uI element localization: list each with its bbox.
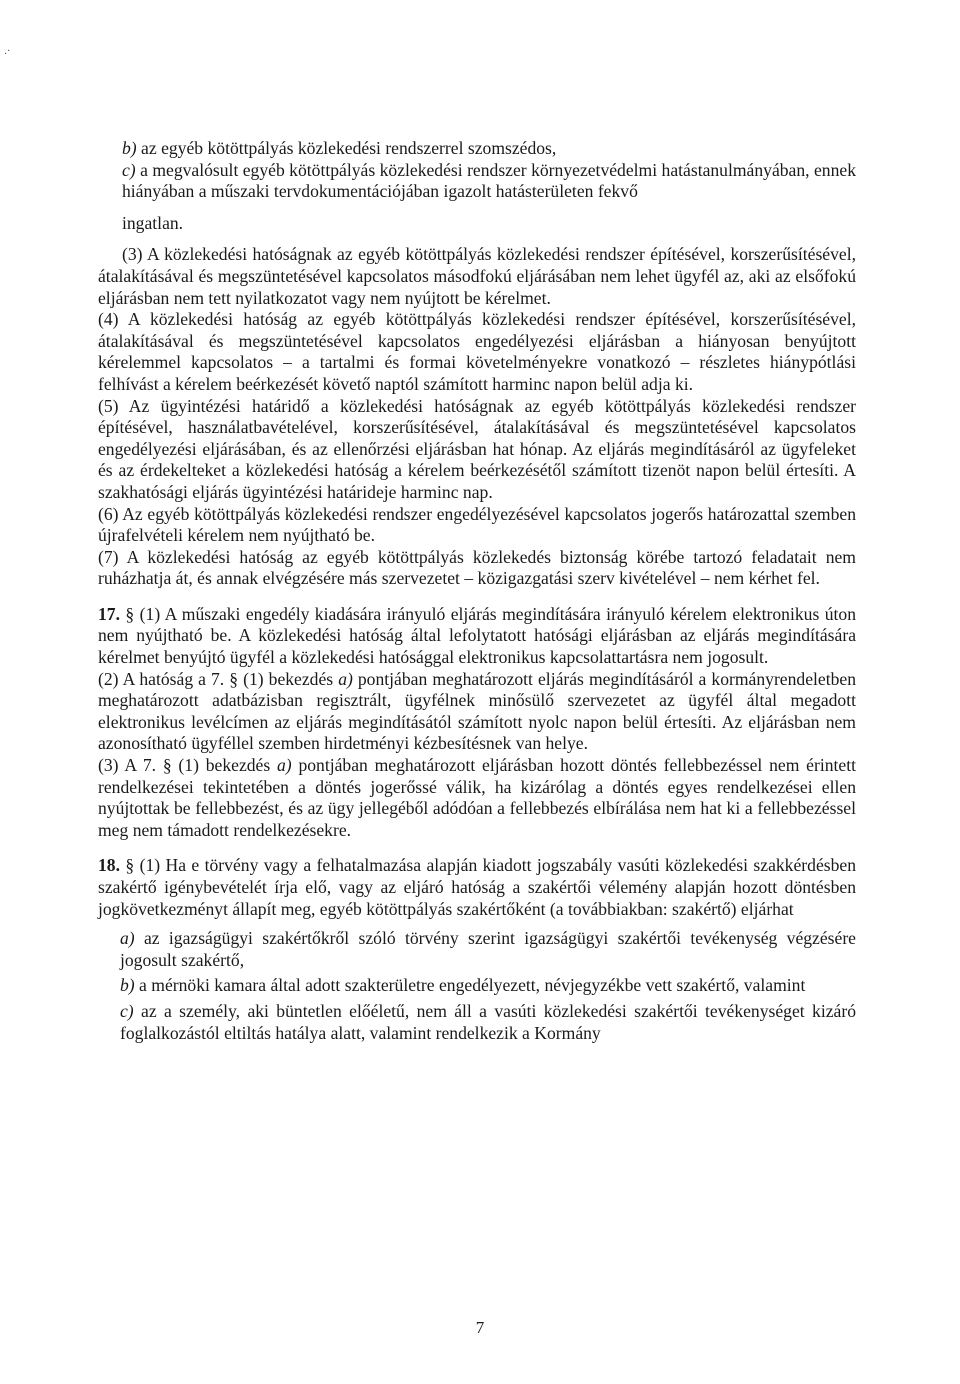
- paragraph-6: (6) Az egyéb kötöttpályás közlekedési rendszer engedélyezésével kapcsolatos jogerős határozattal szemben újrafelvételi kérelem nem nyújtható be.: [98, 503, 856, 546]
- list-top: [98, 138, 856, 234]
- list-item-b: [122, 138, 856, 160]
- paragraph-3: (3) A közlekedési hatóságnak az egyéb kötöttpályás közlekedési rendszer építésével, korszerűsítésével, átalakításával és megszüntetésével kapcsolatos másodfokú eljárásában nem lehet ügyfél az, aki az elsőfokú eljárásban nem tett nyilatkozatot vagy nem nyújtott be kérelmet.: [98, 244, 856, 308]
- section-18-p1: 18. § (1) Ha e törvény vagy a felhatalmazása alapján kiadott jogszabály vasúti közlekedési szakkérdésben szakértő igénybevételét írja elő, vagy az eljáró hatóság a szakértői vélemény alapján hozott döntésben jogkövetkezményt állapít meg, egyéb kötöttpályás szakértőként (a továbbiakban: szakértő) eljárhat: [98, 855, 857, 919]
- list-item-a: a) az igazságügyi szakértőkről szóló törvény szerint igazságügyi szakértői tevékenység végzésére jogosult szakértő,: [120, 928, 856, 970]
- paragraph-4: (4) A közlekedési hatóság az egyéb kötöttpályás közlekedési rendszer építésével, korszerűsítésével, átalakításával és megszüntetésével kapcsolatos engedélyezési eljárásban a hiányosan benyújtott kérelemmel kapcsolatos – a tartalmi és formai követelményekre vonatkozó – részletes hiánypótlási felhívást a kérelem beérkezését követő naptól számított harminc napon belül adja ki.: [98, 309, 856, 394]
- section-17-p1: 17. § (1) A műszaki engedély kiadására irányuló eljárás megindítására irányuló kérelem elektronikus úton nem nyújtható be. A közlekedési hatóság által lefolytatott hatósági eljárásban az eljárás megindítására kérelmet benyújtó ügyfél a közlekedési hatósággal elektronikus kapcsolattartásra nem jogosult.: [98, 603, 857, 668]
- list-item-c: c) az a személy, aki büntetlen előéletű, nem áll a vasúti közlekedési szakértői tevékenységet kizáró foglalkozástól eltiltás hatálya alatt, valamint rendelkezik a Kormány: [120, 1000, 856, 1043]
- section-number: 17.: [98, 603, 120, 624]
- section-number: 18.: [98, 855, 120, 876]
- section-17-p3: (3) A 7. § (1) bekezdés a) pontjában meghatározott eljárásban hozott döntés fellebbezéssel nem érintett rendelkezései tekintetében a döntés jogerőssé válik, ha kizárólag a döntés egyes rendelkezései ellen nyújtottak be fellebbezést, és az ügy jellegéből adódóan a fellebbezés elbírálása nem hat ki a fellebbezéssel meg nem támadott rendelkezésekre.: [98, 755, 856, 840]
- list-item-c-end: ingatlan.: [122, 212, 184, 233]
- document-body: [98, 138, 856, 1044]
- list-item-b: b) a mérnöki kamara által adott szakterületre engedélyezett, névjegyzékbe vett szakértő, valamint: [120, 975, 806, 996]
- item-text: az egyéb kötöttpályás közlekedési rendszerrel szomszédos,: [136, 138, 557, 158]
- paragraph-5: (5) Az ügyintézési határidő a közlekedési hatóságnak az egyéb kötöttpályás közlekedési rendszer építésével, használatbavételével, korszerűsítésével, átalakításával és megszüntetésével kapcsolatos engedélyezési eljárásában, és az ellenőrzési eljárásban hat hónap. Az eljárás megindításáról az ügyfeleket és az érdekelteket a közlekedési hatóság a kérelem beérkezésétől számított tizenöt napon belül értesíti. A szakhatósági eljárás ügyintézési határideje harminc nap.: [98, 395, 856, 502]
- list-item-c: [122, 160, 856, 203]
- paragraph-7: (7) A közlekedési hatóság az egyéb kötöttpályás közlekedés biztonság körébe tartozó feladatait nem ruházhatja át, és annak elvégzésére más szervezetet – közigazgatási szerv kivételével – nem kérhet fel.: [98, 546, 856, 589]
- scan-mark: .·: [4, 46, 11, 57]
- item-text: a megvalósult egyéb kötöttpályás közlekedési rendszer környezetvédelmi hatástanulmányában, ennek hiányában a műszaki tervdokumentációjában igazolt hatásterületen fekvő: [122, 159, 856, 202]
- section-17-p2: (2) A hatóság a 7. § (1) bekezdés a) pontjában meghatározott eljárás megindításáról a kormányrendeletben meghatározott adatbázisban regisztrált, ügyfélnek minősülő szervezetet az ügyfél által megadott elektronikus levélcímen az eljárás megindításától számított nyolc napon belül értesíti. Az eljárásban nem azonosítható ügyféllel szemben hirdetményi kézbesítésnek van helye.: [98, 668, 857, 754]
- section-sign: §: [120, 603, 140, 624]
- item-letter: c): [122, 159, 136, 180]
- list-18: [98, 928, 856, 1044]
- section-sign: §: [120, 855, 140, 876]
- page-number: 7: [475, 1318, 485, 1337]
- item-letter: b): [122, 138, 137, 158]
